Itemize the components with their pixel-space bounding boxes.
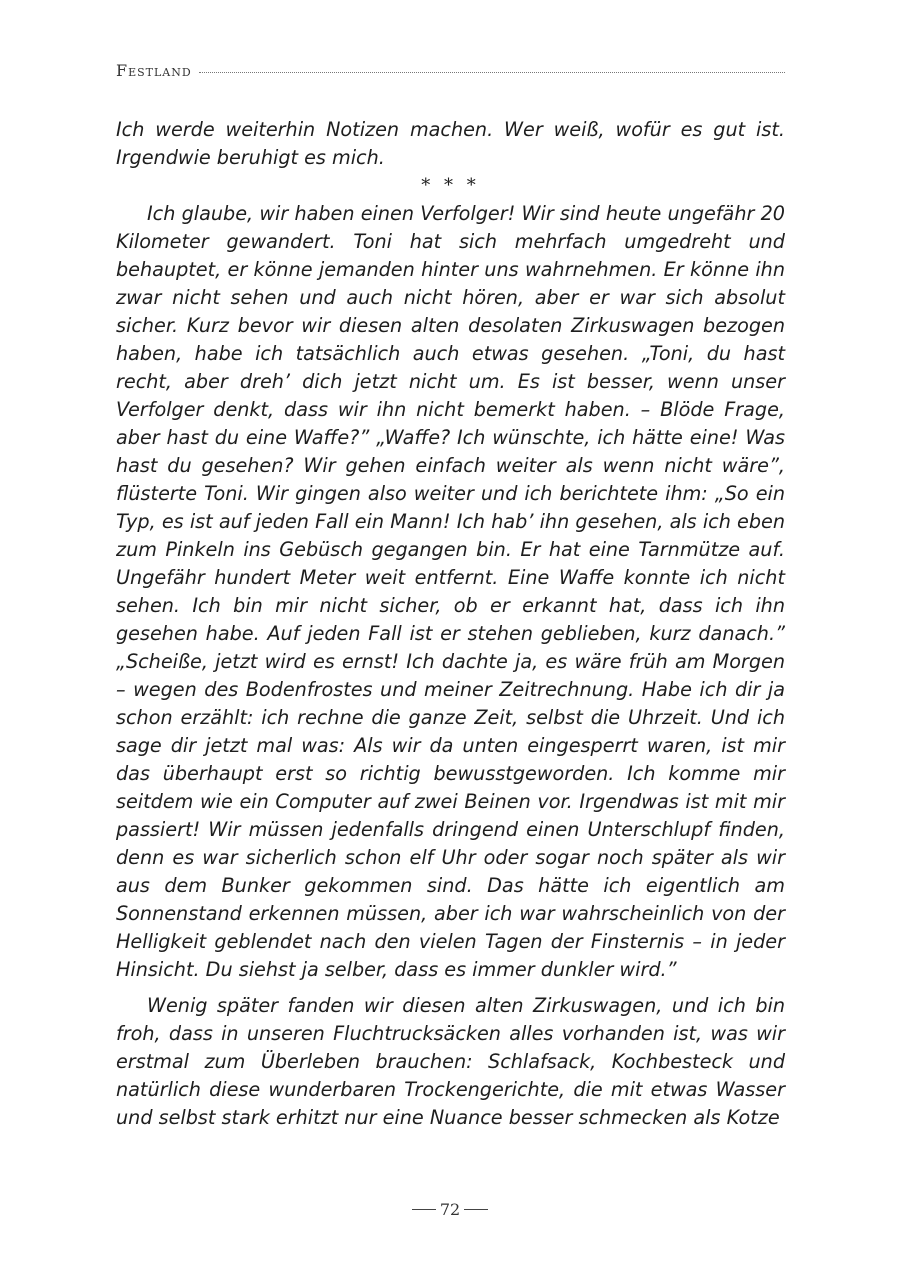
running-header-title: Festland bbox=[116, 60, 192, 80]
page-footer bbox=[0, 1198, 900, 1220]
section-separator: * * * bbox=[421, 175, 480, 196]
dotted-leader bbox=[199, 72, 785, 73]
paragraph-1: Ich glaube, wir haben einen Verfolger! Wir sind heute ungefähr 20 Kilometer gewandert. Toni hat sich mehrfach umgedreht und behauptet, er könne jemanden hinter uns wahrnehmen. Er könne ihn zwar nicht sehen und auch nicht hören, aber er war sich absolut sicher. Kurz bevor wir diesen alten desolaten Zirkuswagen bezogen haben, habe ich tatsächlich auch etwas gesehen. „Toni, du hast recht, aber dreh’ dich jetzt nicht um. Es ist besser, wenn unser Verfolger denkt, dass wir ihn nicht bemerkt haben. – Blöde Frage, aber hast du eine Waffe?” „Waffe? Ich wünschte, ich hätte eine! Was hast du gesehen? Wir gehen einfach weiter als wenn nicht wäre”, flüsterte Toni. Wir gingen also weiter und ich berichtete ihm: „So ein Typ, es ist auf jeden Fall ein Mann! Ich hab’ ihn gesehen, als ich eben zum Pinkeln ins Gebüsch gegangen bin. Er hat eine Tarnmütze auf. Ungefähr hundert Meter weit entfernt. Eine Waffe konnte ich nicht sehen. Ich bin mir nicht sicher, ob er erkannt hat, dass ich ihn gesehen habe. Auf jeden Fall ist er stehen geblieben, kurz danach.” „Scheiße, jetzt wird es ernst! Ich dachte ja, es wäre früh am Morgen – wegen des Bodenfrostes und meiner Zeitrechnung. Habe ich dir ja schon erzählt: ich rechne die ganze Zeit, selbst die Uhrzeit. Und ich sage dir jetzt mal was: Als wir da unten eingesperrt waren, ist mir das überhaupt erst so richtig bewusstgeworden. Ich komme mir seitdem wie ein Computer auf zwei Beinen vor. Irgendwas ist mit mir passiert! Wir müssen jedenfalls dringend einen Unterschlupf finden, denn es war sicherlich schon elf Uhr oder sogar noch später als wir aus dem Bunker gekommen sind. Das hätte ich eigentlich am Sonnenstand erkennen müssen, aber ich war wahrscheinlich von der Helligkeit geblendet nach den vielen Tagen der Finsternis – in jeder Hinsicht. Du siehst ja selber, dass es immer dunkler wird.” bbox=[116, 202, 785, 981]
running-header bbox=[116, 60, 785, 80]
folio-dash-left bbox=[412, 1209, 436, 1210]
body-text bbox=[116, 116, 785, 1132]
opening-paragraph: Ich werde weiterhin Notizen machen. Wer weiß, wofür es gut ist. Irgendwie beruhigt es mich. bbox=[116, 118, 785, 169]
page-number: 72 bbox=[439, 1199, 461, 1219]
paragraph-2: Wenig später fanden wir diesen alten Zirkuswagen, und ich bin froh, dass in unseren Fluchtrucksäcken alles vorhanden ist, was wir erstmal zum Überleben brauchen: Schlafsack, Kochbesteck und natürlich diese wunderbaren Trockengerichte, die mit etwas Wasser und selbst stark erhitzt nur eine Nuance besser schmecken als Kotze bbox=[116, 994, 785, 1129]
folio-dash-right bbox=[464, 1209, 488, 1210]
